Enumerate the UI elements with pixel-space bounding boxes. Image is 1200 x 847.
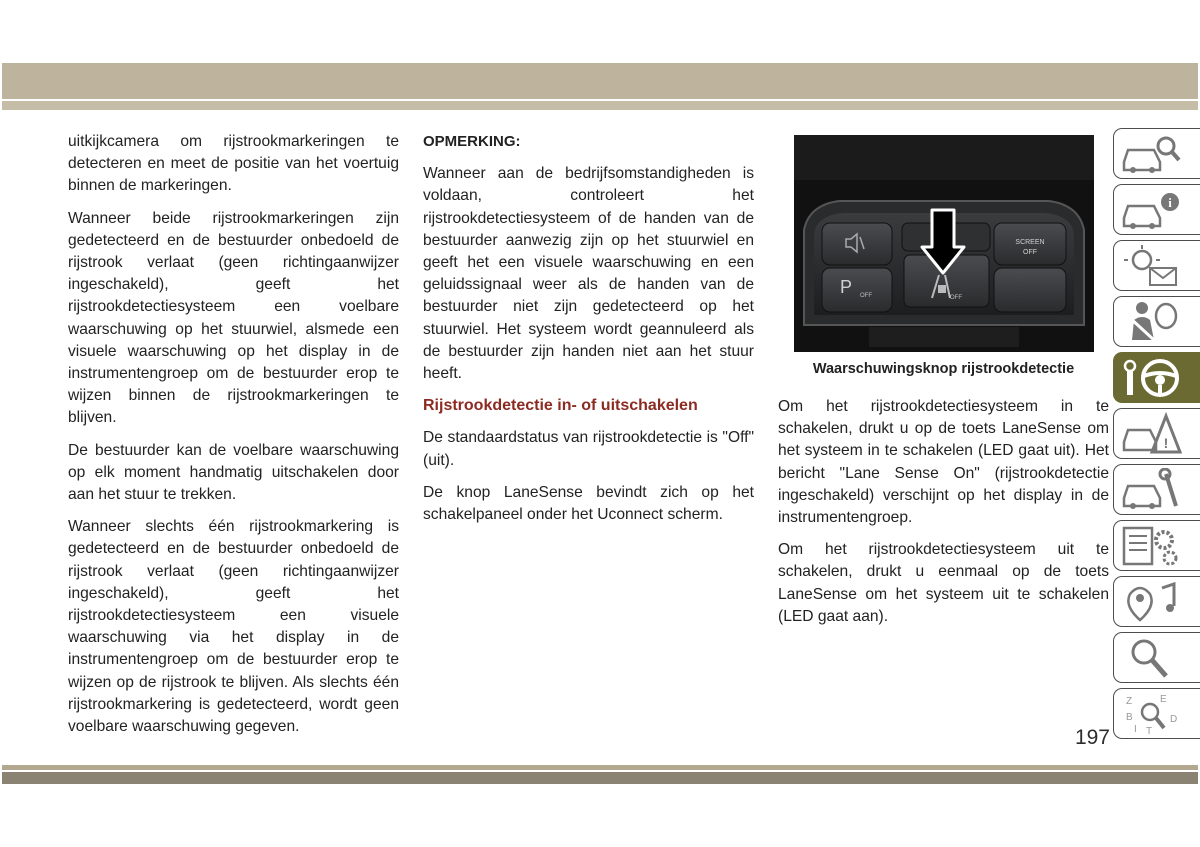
svg-text:i: i	[1168, 195, 1172, 210]
paragraph: uitkijkcamera om rijstrookmarkeringen te detecteren en meet de positie van het voertuig binnen de markeringen.	[68, 133, 399, 195]
paragraph: Om het rijstrookdetectiesysteem in te schakelen, drukt u op de toets LaneSense om het systeem in te schakelen (LED gaat uit). Het bericht "Lane Sense On" (rijstrookdetectie ingeschakeld) verschijnt op het display in de instrumentengroep.	[778, 398, 1109, 527]
text-column-middle	[423, 131, 754, 536]
svg-text:I: I	[1134, 724, 1137, 735]
paragraph: De knop LaneSense bevindt zich op het schakelpaneel onder het Uconnect scherm.	[423, 483, 754, 524]
paragraph: De bestuurder kan de voelbare waarschuwing op elk moment handmatig uitschakelen door aan het stuur te trekken.	[68, 441, 399, 504]
figure-caption: Waarschuwingsknop rijstrookdetectie	[812, 361, 1075, 377]
tab-warning-lights[interactable]	[1113, 240, 1200, 291]
screen-off-label-line2: OFF	[1023, 249, 1037, 256]
specifications-gears-icon	[1120, 524, 1182, 568]
svg-text:E: E	[1160, 694, 1167, 705]
tab-specifications[interactable]	[1113, 520, 1200, 571]
seatbelt-airbag-icon	[1120, 300, 1182, 344]
car-info-icon	[1120, 188, 1182, 232]
paragraph: Wanneer slechts één rijstrookmarkering is gedetecteerd en de bestuurder onbedoeld de rijstrook verlaat (geen richtingaanwijzer ingeschakeld), geeft het rijstrookdetectiesysteem een visuele waarschuwing via het display in de instrumentengroep om de bestuurder erop te wijzen op de rijstrook te blijven. Als slechts één rijstrookmarkering is gedetecteerd, wordt geen voelbare waarschuwing gegeven.	[68, 518, 399, 736]
multimedia-music-icon	[1120, 580, 1182, 624]
text-column-right	[778, 396, 1109, 638]
lanesense-button-photo	[794, 135, 1094, 352]
tab-service[interactable]	[1113, 464, 1200, 515]
tab-car-info[interactable]	[1113, 184, 1200, 235]
svg-text:D: D	[1170, 714, 1178, 725]
svg-text:Z: Z	[1126, 696, 1133, 707]
park-assist-letter: P	[840, 277, 853, 297]
header-band	[2, 63, 1198, 99]
tab-search[interactable]	[1113, 632, 1200, 683]
tab-starting-operating[interactable]	[1113, 352, 1200, 403]
car-service-wrench-icon	[1120, 468, 1182, 512]
header-rule	[2, 101, 1198, 110]
search-magnifier-icon	[1120, 636, 1182, 680]
alphabetical-index-icon	[1120, 692, 1182, 736]
park-assist-off-label: OFF	[860, 293, 872, 299]
svg-text:B: B	[1126, 712, 1133, 723]
warning-lights-message-icon	[1120, 244, 1182, 288]
section-heading: Rijstrookdetectie in- of uitschakelen	[423, 397, 698, 415]
car-search-icon	[1120, 132, 1182, 176]
tab-car-search[interactable]	[1113, 128, 1200, 179]
key-steering-wheel-icon	[1120, 356, 1182, 400]
tab-multimedia[interactable]	[1113, 576, 1200, 627]
tab-emergency[interactable]	[1113, 408, 1200, 459]
tab-index[interactable]	[1113, 688, 1200, 739]
paragraph: Om het rijstrookdetectiesysteem uit te schakelen, drukt u eenmaal op de toets LaneSense om het systeem uit te schakelen (LED gaat aan).	[778, 541, 1109, 625]
car-warning-triangle-icon	[1120, 412, 1182, 456]
text-column-left	[68, 131, 399, 748]
footer-band	[2, 772, 1198, 784]
paragraph: De standaardstatus van rijstrookdetectie is "Off" (uit).	[423, 429, 754, 469]
note-text: Wanneer aan de bedrijfsomstandigheden is voldaan, controleert het rijstrookdetectiesysteem of de handen van de bestuurder aanwezig zijn op het stuurwiel en geeft het een visuele waarschuwing en een geluidssignaal weer als de handen van de bestuurder niet zijn gedetecteerd op het stuurwiel. Het systeem wordt geannuleerd als de bestuurder zijn handen niet aan het stuur heeft.	[423, 165, 754, 383]
tab-safety[interactable]	[1113, 296, 1200, 347]
lanesense-off-label: OFF	[950, 295, 962, 301]
note-heading: OPMERKING:	[423, 133, 521, 150]
paragraph: Wanneer beide rijstrookmarkeringen zijn gedetecteerd en de bestuurder onbedoeld de rijstrook verlaat (geen richtingaanwijzer ingeschakeld), geeft het rijstrookdetectiesysteem een voelbare waarschuwing op het stuurwiel, alsmede een visuele waarschuwing op het display in de instrumentengroep om de bestuurder erop te wijzen binnen de rijstrookmarkeringen te blijven.	[68, 209, 399, 427]
footer-rule	[2, 765, 1198, 770]
svg-text:!: !	[1163, 435, 1169, 451]
screen-off-label-line1: SCREEN	[1015, 239, 1045, 246]
svg-text:T: T	[1146, 726, 1153, 736]
page-number: 197	[1074, 726, 1110, 749]
